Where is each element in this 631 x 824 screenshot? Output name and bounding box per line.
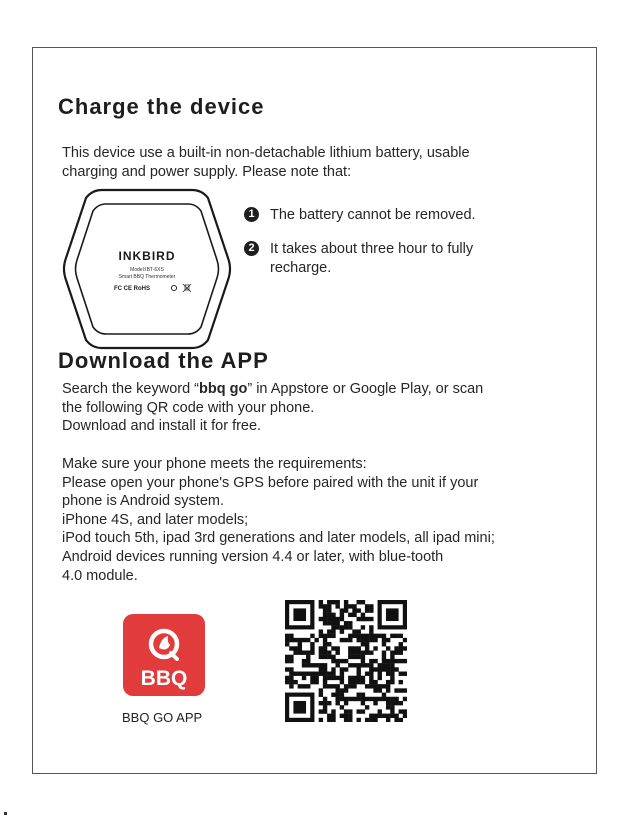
app-label: BBQ GO APP	[122, 710, 203, 725]
note-text-line: It takes about three hour to fully	[270, 241, 474, 257]
requirement-line: iPod touch 5th, ipad 3rd generations and later models, all ipad mini;	[62, 530, 495, 547]
bbq-go-app-icon[interactable]	[123, 614, 205, 696]
requirement-line: phone is Android system.	[62, 493, 225, 510]
charge-intro	[62, 144, 470, 181]
charge-intro-line: charging and power supply. Please note that:	[62, 163, 352, 180]
device-brand: INKBIRD	[118, 249, 176, 263]
certification-marks: FC CE RoHS	[114, 286, 150, 292]
heading-charge-device: Charge the device	[58, 94, 265, 119]
heading-download-app: Download the APP	[58, 348, 269, 373]
requirements-list	[62, 455, 495, 585]
requirement-line: Make sure your phone meets the requirements:	[62, 456, 367, 472]
requirement-line: 4.0 module.	[62, 567, 138, 584]
device-illustration	[62, 188, 232, 350]
note-text: The battery cannot be removed.	[270, 207, 476, 223]
download-instructions	[62, 380, 483, 436]
search-keyword: bbq go	[199, 381, 248, 397]
note-text	[270, 240, 473, 277]
bbq-go-logo-icon	[123, 614, 205, 696]
download-line: Download and install it for free.	[62, 418, 262, 435]
number-1-icon: 1	[244, 207, 259, 222]
page-mark	[4, 812, 7, 815]
app-icon-text: BBQ	[140, 667, 188, 690]
search-instruction	[62, 380, 483, 399]
requirement-line: Please open your phone's GPS before paired with the unit if your	[62, 474, 479, 491]
requirement-line: iPhone 4S, and later models;	[62, 511, 249, 528]
search-suffix: ” in Appstore or Google Play, or scan	[247, 381, 484, 397]
note-text-line: recharge.	[270, 259, 332, 276]
charge-intro-line: This device use a built-in non-detachable lithium battery, usable	[62, 145, 470, 161]
qr-code-icon[interactable]	[285, 600, 407, 722]
download-line: the following QR code with your phone.	[62, 399, 315, 416]
requirement-line: Android devices running version 4.4 or later, with blue-tooth	[62, 548, 444, 565]
device-model: Model:IBT-6XS	[130, 267, 164, 273]
number-2-icon: 2	[244, 241, 259, 256]
search-prefix: Search the keyword “	[62, 381, 200, 397]
device-subtitle: Smart BBQ Thermometer	[118, 274, 176, 280]
